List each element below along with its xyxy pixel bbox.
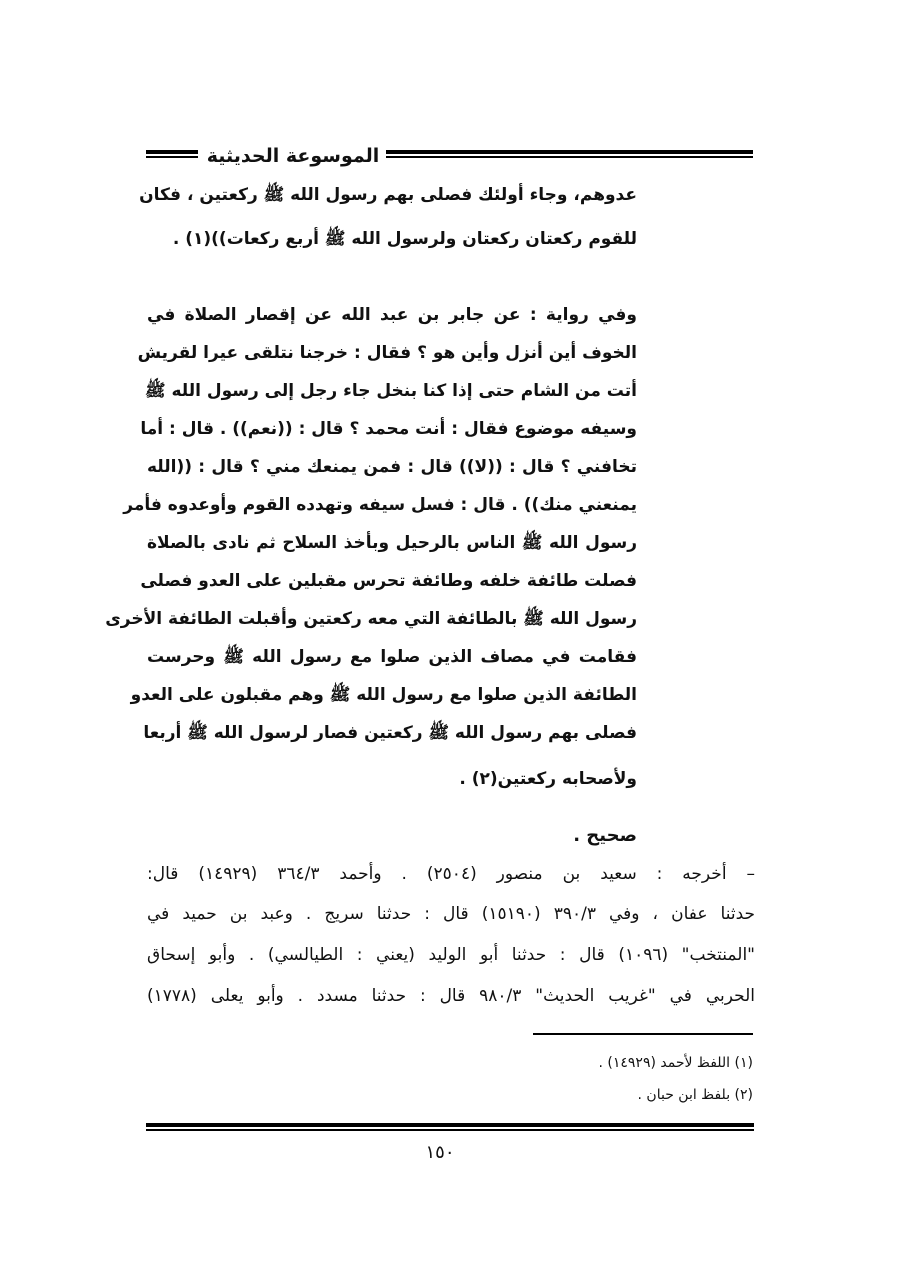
text-line: وفي رواية : عن جابر بن عبد الله عن إقصار الصلاة في (147, 305, 637, 325)
page-number: ١٥٠ (425, 1142, 455, 1163)
footnote-separator (533, 1033, 753, 1035)
text-line: يمنعني منك)) . قال : فسل سيفه وتهدده القوم وأوعدوه فأمر (123, 495, 637, 515)
text-line: فصلى بهم رسول الله ﷺ ركعتين فصار لرسول الله ﷺ أربعا (143, 723, 637, 743)
text-line: – أخرجه : سعيد بن منصور (٢٥٠٤) . وأحمد ٣٦٤/٣ (١٤٩٢٩) قال: (147, 864, 755, 884)
text-line: رسول الله ﷺ الناس بالرحيل وبأخذ السلاح ثم نادى بالصلاة (147, 533, 637, 553)
header-rule-right (386, 150, 753, 159)
text-line: فقامت في مصاف الذين صلوا مع رسول الله ﷺ وحرست (147, 647, 637, 667)
footnote-2: (٢) بلفظ ابن حبان . (637, 1087, 753, 1103)
footer-rule (146, 1123, 754, 1132)
text-line: رسول الله ﷺ بالطائفة التي معه ركعتين وأقبلت الطائفة الأخرى (105, 609, 637, 629)
text-line: وسيفه موضوع فقال : أنت محمد ؟ قال : ((نعم)) . قال : أما (140, 419, 637, 439)
text-line: الخوف أين أنزل وأين هو ؟ فقال : خرجنا نتلقى عيرا لقريش (137, 343, 637, 363)
text-line: الطائفة الذين صلوا مع رسول الله ﷺ وهم مقبلون على العدو (130, 685, 637, 705)
text-line: عدوهم، وجاء أولئك فصلى بهم رسول الله ﷺ ركعتين ، فكان (139, 185, 637, 205)
header-rule-left (146, 150, 198, 159)
text-line: حدثنا عفان ، وفي ٣٩٠/٣ (١٥١٩٠) قال : حدثنا سريج . وعبد بن حميد في (147, 904, 756, 924)
text-line: أتت من الشام حتى إذا كنا بنخل جاء رجل إلى رسول الله ﷺ (145, 381, 637, 401)
footnote-1: (١) اللفظ لأحمد (١٤٩٢٩) . (598, 1055, 753, 1071)
running-header-title: الموسوعة الحديثية (206, 145, 380, 167)
text-line: تخافني ؟ قال : ((لا)) قال : فمن يمنعك مني ؟ قال : ((الله (147, 457, 637, 477)
hadith-grade: صحيح . (573, 825, 637, 846)
text-line: فصلت طائفة خلفه وطائفة تحرس مقبلين على العدو فصلى (140, 571, 637, 591)
text-line: للقوم ركعتان ركعتان ولرسول الله ﷺ أربع ركعات))(١) . (172, 229, 637, 249)
text-line: "المنتخب" (١٠٩٦) قال : حدثنا أبو الوليد (يعني : الطيالسي) . وأبو إسحاق (147, 945, 755, 965)
text-line: الحربي في "غريب الحديث" ٩٨٠/٣ قال : حدثنا مسدد . وأبو يعلى (١٧٧٨) (147, 986, 755, 1006)
text-line: ولأصحابه ركعتين(٢) . (459, 769, 637, 789)
